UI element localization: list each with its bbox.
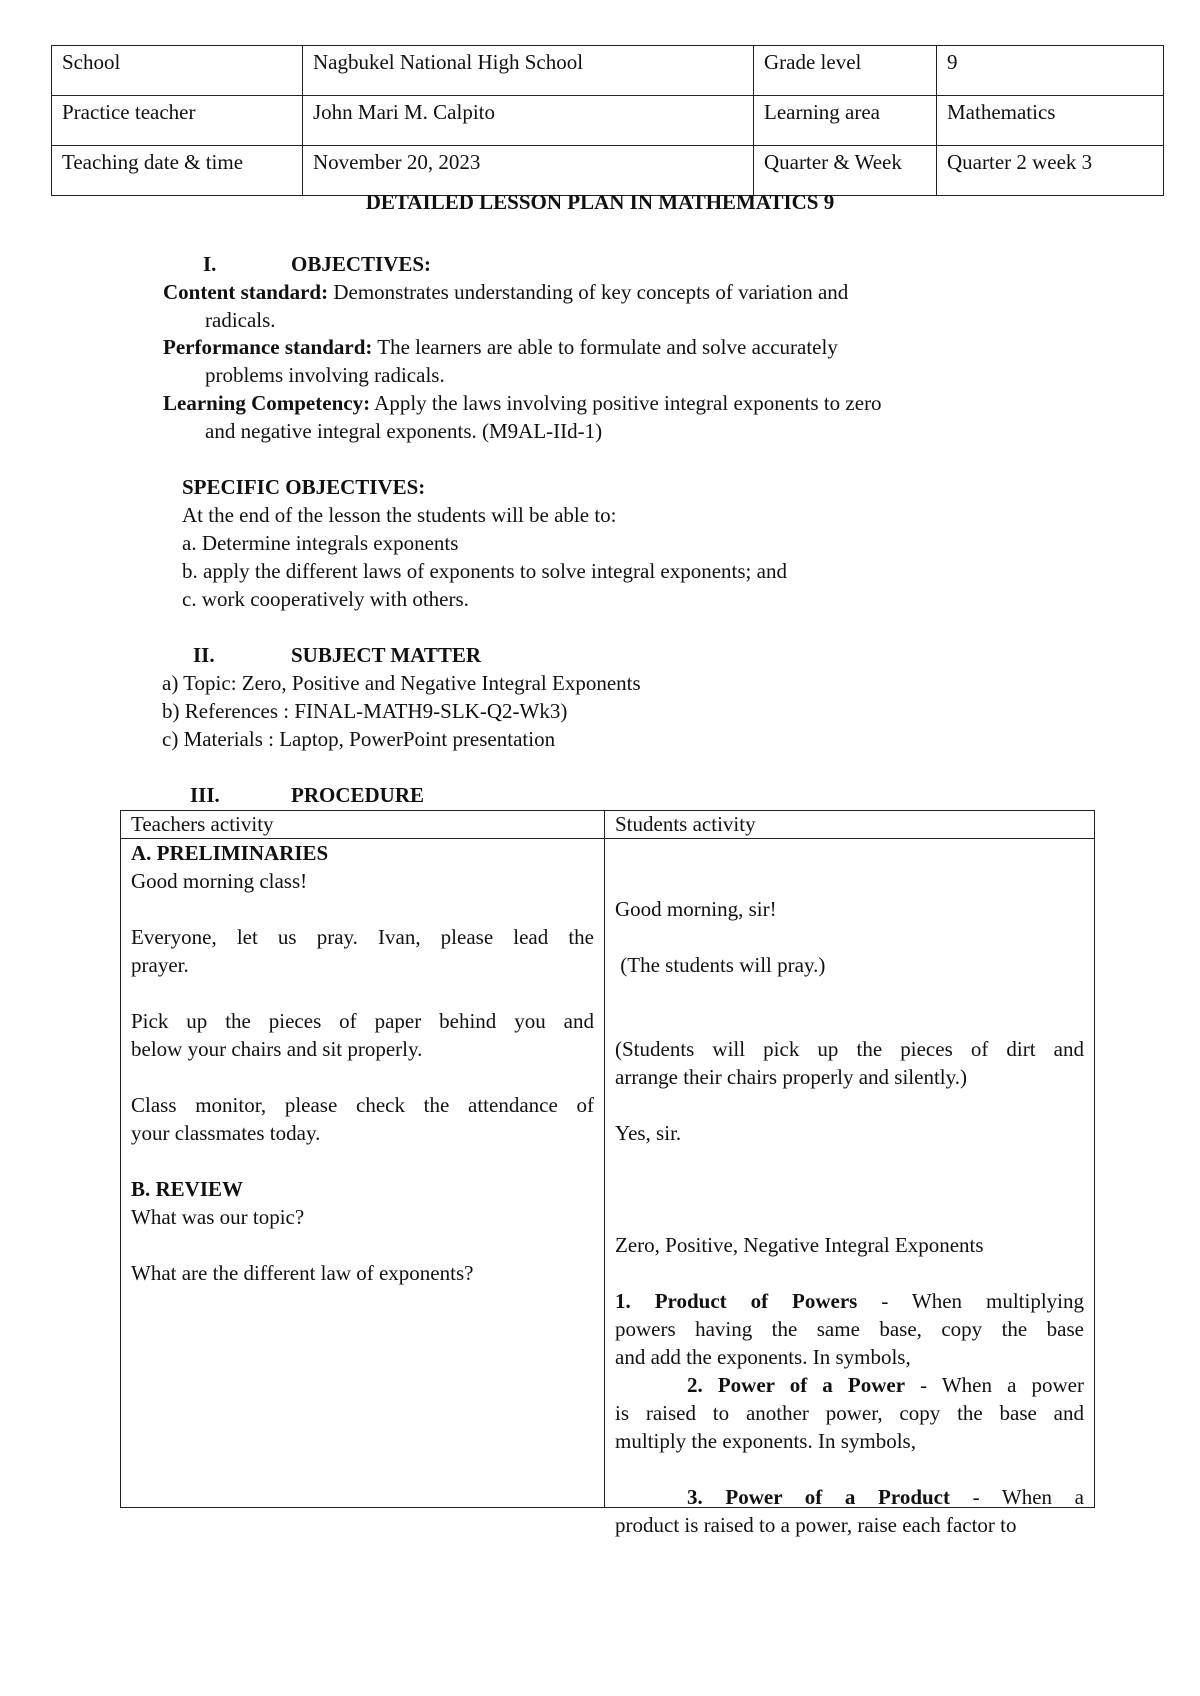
preliminaries-heading: A. PRELIMINARIES <box>131 841 329 865</box>
specific-objective-a: a. Determine integrals exponents <box>182 531 459 555</box>
law3-line1 <box>687 1483 1084 1511</box>
student-yes: Yes, sir. <box>615 1121 682 1145</box>
quarter-label: Quarter & Week <box>754 146 937 196</box>
content-standard-label: Content standard: <box>163 280 329 304</box>
table-row <box>52 46 1164 96</box>
specific-objective-b: b. apply the different laws of exponents to solve integral exponents; and <box>182 559 787 583</box>
procedure-number: III. <box>190 783 220 807</box>
law1-line3: and add the exponents. In symbols, <box>615 1345 911 1369</box>
teacher-laws-question: What are the different law of exponents? <box>131 1261 474 1285</box>
table-row <box>121 839 1095 1508</box>
table-row <box>52 146 1164 196</box>
grade-label: Grade level <box>754 46 937 96</box>
date-value: November 20, 2023 <box>303 146 754 196</box>
objectives-heading: OBJECTIVES: <box>291 252 432 276</box>
date-label: Teaching date & time <box>52 146 303 196</box>
objectives-number: I. <box>203 252 217 276</box>
student-pick-line2: arrange their chairs properly and silently.) <box>615 1065 967 1089</box>
content-standard-text-cont: radicals. <box>205 308 276 332</box>
subject-materials: c) Materials : Laptop, PowerPoint presentation <box>162 727 556 751</box>
student-pick-line1: (Students will pick up the pieces of dirt and <box>615 1037 1084 1061</box>
performance-standard <box>163 333 838 361</box>
document-title: DETAILED LESSON PLAN IN MATHEMATICS 9 <box>365 190 835 214</box>
teacher-greeting: Good morning class! <box>131 869 308 893</box>
area-label: Learning area <box>754 96 937 146</box>
student-greeting: Good morning, sir! <box>615 897 777 921</box>
teacher-pray-line1: Everyone, let us pray. Ivan, please lead the <box>131 925 594 949</box>
law3-intro: - When a <box>950 1485 1084 1509</box>
teachers-activity-cell <box>121 839 605 1508</box>
procedure-heading: PROCEDURE <box>291 783 425 807</box>
law1-title: 1. Product of Powers <box>615 1289 858 1313</box>
law3-title: 3. Power of a Product <box>687 1485 950 1509</box>
teacher-label: Practice teacher <box>52 96 303 146</box>
procedure-table <box>120 810 1095 1537</box>
student-topic-answer: Zero, Positive, Negative Integral Exponents <box>615 1233 984 1257</box>
law2-line2: is raised to another power, copy the base and <box>615 1401 1084 1425</box>
specific-objective-c: c. work cooperatively with others. <box>182 587 469 611</box>
law2-line3: multiply the exponents. In symbols, <box>615 1429 916 1453</box>
learning-competency <box>163 389 882 417</box>
law1-intro: - When multiplying <box>857 1289 1084 1313</box>
law2-title: 2. Power of a Power <box>687 1373 906 1397</box>
teacher-pick-line1: Pick up the pieces of paper behind you and <box>131 1009 594 1033</box>
area-value: Mathematics <box>937 96 1164 146</box>
teacher-check-line1: Class monitor, please check the attendance of <box>131 1093 594 1117</box>
lesson-info-table <box>51 45 1164 196</box>
performance-standard-label: Performance standard: <box>163 335 373 359</box>
content-standard <box>163 278 848 306</box>
content-standard-text: Demonstrates understanding of key concepts of variation and <box>328 280 849 304</box>
teacher-check-line2: your classmates today. <box>131 1121 321 1145</box>
table-row <box>121 811 1095 839</box>
teachers-activity-header: Teachers activity <box>121 811 605 839</box>
law2-line1 <box>687 1371 1084 1399</box>
students-activity-cell <box>605 839 1095 1537</box>
performance-standard-text-cont: problems involving radicals. <box>205 363 445 387</box>
school-value: Nagbukel National High School <box>303 46 754 96</box>
learning-competency-text: Apply the laws involving positive integral exponents to zero <box>370 391 882 415</box>
subject-references: b) References : FINAL-MATH9-SLK-Q2-Wk3) <box>162 699 568 723</box>
law2-intro: - When a power <box>905 1373 1085 1397</box>
learning-competency-text-cont: and negative integral exponents. (M9AL-IId-1) <box>205 419 603 443</box>
performance-standard-text: The learners are able to formulate and solve accurately <box>372 335 838 359</box>
law1-line1 <box>615 1287 1084 1315</box>
law1-line2: powers having the same base, copy the base <box>615 1317 1084 1341</box>
grade-value: 9 <box>937 46 1164 96</box>
teacher-pick-line2: below your chairs and sit properly. <box>131 1037 423 1061</box>
subject-matter-heading: SUBJECT MATTER <box>291 643 482 667</box>
teacher-value: John Mari M. Calpito <box>303 96 754 146</box>
specific-objectives-heading: SPECIFIC OBJECTIVES: <box>182 475 426 499</box>
school-label: School <box>52 46 303 96</box>
review-heading: B. REVIEW <box>131 1177 244 1201</box>
subject-topic: a) Topic: Zero, Positive and Negative Integral Exponents <box>162 671 641 695</box>
law3-line2: product is raised to a power, raise each factor to <box>615 1513 1017 1537</box>
student-pray: (The students will pray.) <box>615 953 826 977</box>
table-row <box>52 96 1164 146</box>
teacher-topic-question: What was our topic? <box>131 1205 305 1229</box>
specific-objectives-intro: At the end of the lesson the students will be able to: <box>182 503 617 527</box>
learning-competency-label: Learning Competency: <box>163 391 371 415</box>
teacher-pray-line2: prayer. <box>131 953 189 977</box>
subject-matter-number: II. <box>193 643 215 667</box>
quarter-value: Quarter 2 week 3 <box>937 146 1164 196</box>
students-activity-header: Students activity <box>605 811 1095 839</box>
